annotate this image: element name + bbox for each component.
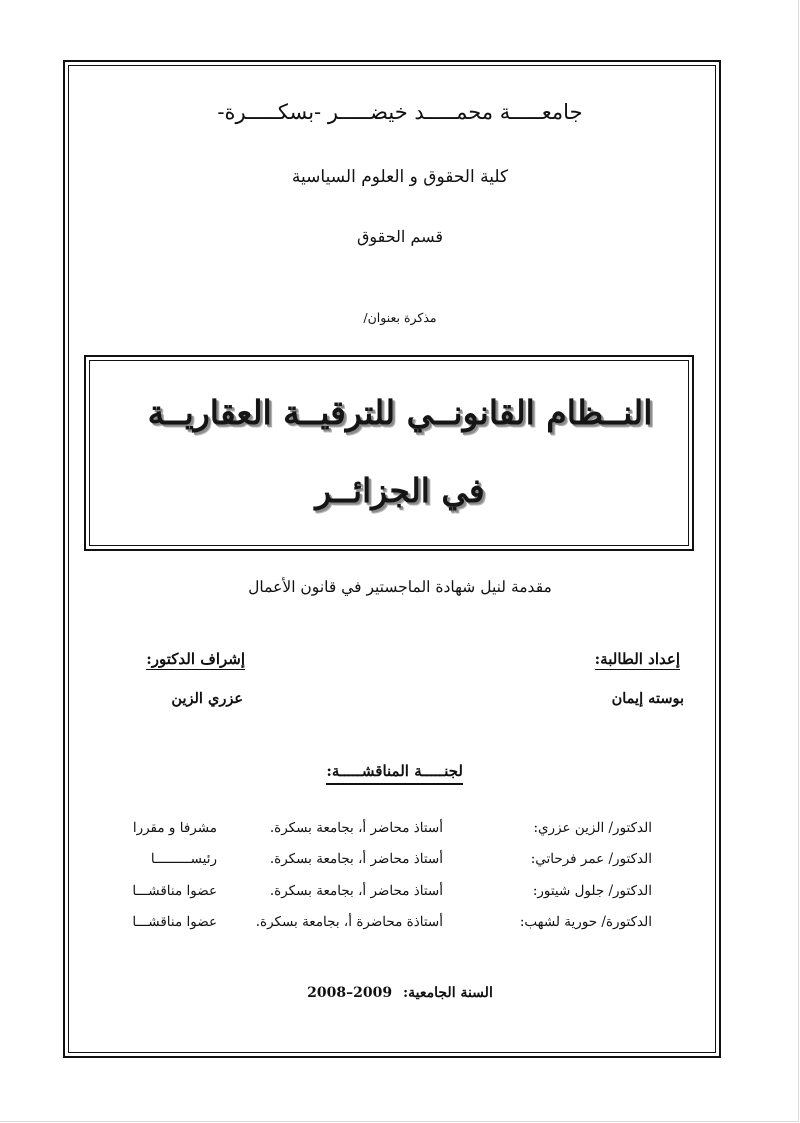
thesis-title-line-2: في الجزائــر: [315, 471, 485, 510]
committee-member-row: [0, 883, 800, 911]
academic-year: [0, 985, 800, 1001]
student-name: بوسته إيمان: [611, 690, 684, 707]
member-rank: أستاذ محاضر أ، بجامعة بسكرة.: [269, 820, 443, 836]
member-name: الدكتور/ عمر فرحاتي:: [530, 851, 652, 867]
member-role: رئيســـــــــا: [150, 851, 217, 867]
member-name: الدكتورة/ حورية لشهب:: [519, 914, 652, 930]
title-box-inner: [89, 360, 689, 546]
faculty-name: كلية الحقوق و العلوم السياسية: [291, 167, 509, 187]
supervision-heading: إشراف الدكتور:: [146, 650, 245, 668]
member-rank: أستاذ محاضر أ، بجامعة بسكرة.: [269, 851, 443, 867]
university-name: جامعـــــة محمـــــد خيضـــــر -بسكـــــرة-: [217, 100, 583, 124]
committee-heading: لجنـــــة المناقشـــــة:: [326, 762, 463, 785]
academic-year-value: 2008–2009: [307, 985, 393, 1001]
degree-statement: مقدمة لنيل شهادة الماجستير في قانون الأعمال: [248, 578, 552, 596]
member-rank: أستاذة محاضرة أ، بجامعة بسكرة.: [255, 914, 443, 930]
member-role: عضوا مناقشـــا: [132, 883, 217, 899]
memo-label: مذكرة بعنوان/: [363, 310, 437, 325]
academic-year-label: السنة الجامعية:: [402, 985, 493, 1001]
member-role: عضوا مناقشـــا: [132, 914, 217, 930]
supervisor-name: عزري الزين: [171, 690, 243, 707]
prepared-by-heading: إعداد الطالبة:: [594, 650, 680, 668]
committee-member-row: [0, 914, 800, 942]
committee-member-row: [0, 820, 800, 848]
thesis-title-line-1: النــظام القانونــي للترقيــة العقاريــة: [147, 393, 653, 432]
member-name: الدكتور/ الزين عزري:: [533, 820, 652, 836]
committee-member-row: [0, 851, 800, 879]
member-role: مشرفا و مقررا: [132, 820, 217, 836]
department-name: قسم الحقوق: [356, 227, 444, 246]
member-name: الدكتور/ جلول شيتور:: [532, 883, 652, 899]
member-rank: أستاذ محاضر أ، بجامعة بسكرة.: [269, 883, 443, 899]
